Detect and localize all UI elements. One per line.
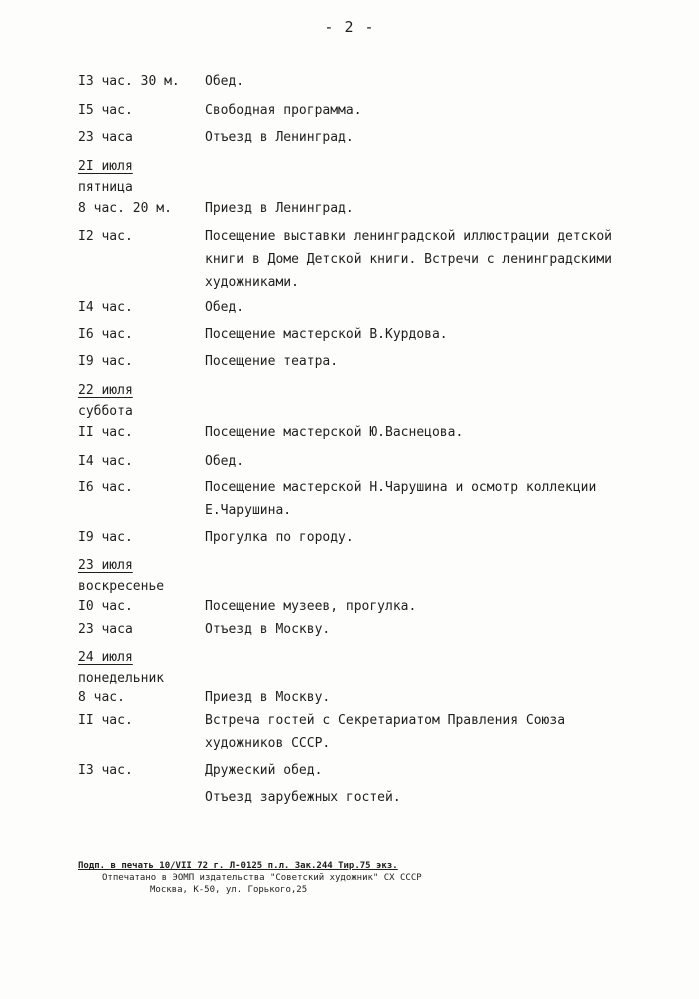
entry-description: Посещение театра. xyxy=(205,354,339,369)
imprint-line: Москва, К-50, ул. Горького,25 xyxy=(150,885,308,895)
day-date: 2I июля xyxy=(78,159,133,174)
day-weekday: суббота xyxy=(78,404,133,419)
entry-time: I0 час. xyxy=(78,599,133,614)
entry-time: I2 час. xyxy=(78,229,133,244)
entry-time: I6 час. xyxy=(78,480,133,495)
entry-time: I4 час. xyxy=(78,300,133,315)
entry-description: Свободная программа. xyxy=(205,103,362,118)
entry-description: Посещение мастерской Н.Чарушина и осмотр коллекции Е.Чарушина. xyxy=(205,480,597,518)
entry-description: Посещение мастерской В.Курдова. xyxy=(205,327,448,342)
entry-time: I9 час. xyxy=(78,530,133,545)
entry-description: Встреча гостей с Секретариатом Правления Союза художников СССР. xyxy=(205,713,566,751)
entry-description: Отъезд в Ленинград. xyxy=(205,130,354,145)
entry-time: I6 час. xyxy=(78,327,133,342)
entry-description: Отъезд в Москву. xyxy=(205,622,331,637)
entry-time: I5 час. xyxy=(78,103,133,118)
day-weekday: пятница xyxy=(78,180,133,195)
imprint xyxy=(78,860,518,896)
page-number: - 2 - xyxy=(324,18,375,36)
entry-time: I4 час. xyxy=(78,454,133,469)
entry-description: Дружеский обед. xyxy=(205,763,323,778)
imprint-line: Отпечатано в ЭОМП издательства "Советский художник" СХ СССР xyxy=(102,873,422,883)
entry-description: Отъезд зарубежных гостей. xyxy=(205,790,401,805)
entry-description: Приезд в Ленинград. xyxy=(205,201,354,216)
entry-time: I3 час. xyxy=(78,763,133,778)
entry-description: Посещение мастерской Ю.Васнецова. xyxy=(205,425,464,440)
entry-description: Приезд в Москву. xyxy=(205,690,331,705)
entry-time: 8 час. 20 м. xyxy=(78,201,172,216)
entry-time: 23 часа xyxy=(78,130,133,145)
entry-time: 23 часа xyxy=(78,622,133,637)
entry-time: 8 час. xyxy=(78,690,125,705)
day-date: 24 июля xyxy=(78,650,133,665)
entry-time: II час. xyxy=(78,425,133,440)
entry-description: Обед. xyxy=(205,74,245,89)
imprint-line: Подп. в печать 10/VII 72 г. Л-0125 п.л. Зак.244 Тир.75 экз. xyxy=(78,861,398,871)
entry-description: Обед. xyxy=(205,300,245,315)
day-weekday: воскресенье xyxy=(78,579,165,594)
day-date: 23 июля xyxy=(78,558,133,573)
entry-description: Посещение выставки ленинградской иллюстрации детской книги в Доме Детской книги. Встречи с ленинградскими художниками. xyxy=(205,229,612,290)
entry-description: Посещение музеев, прогулка. xyxy=(205,599,417,614)
entry-description: Обед. xyxy=(205,454,245,469)
day-weekday: понедельник xyxy=(78,671,165,686)
entry-description: Прогулка по городу. xyxy=(205,530,354,545)
entry-time: I9 час. xyxy=(78,354,133,369)
entry-time: II час. xyxy=(78,713,133,728)
entry-time: I3 час. 30 м. xyxy=(78,74,180,89)
day-date: 22 июля xyxy=(78,383,133,398)
